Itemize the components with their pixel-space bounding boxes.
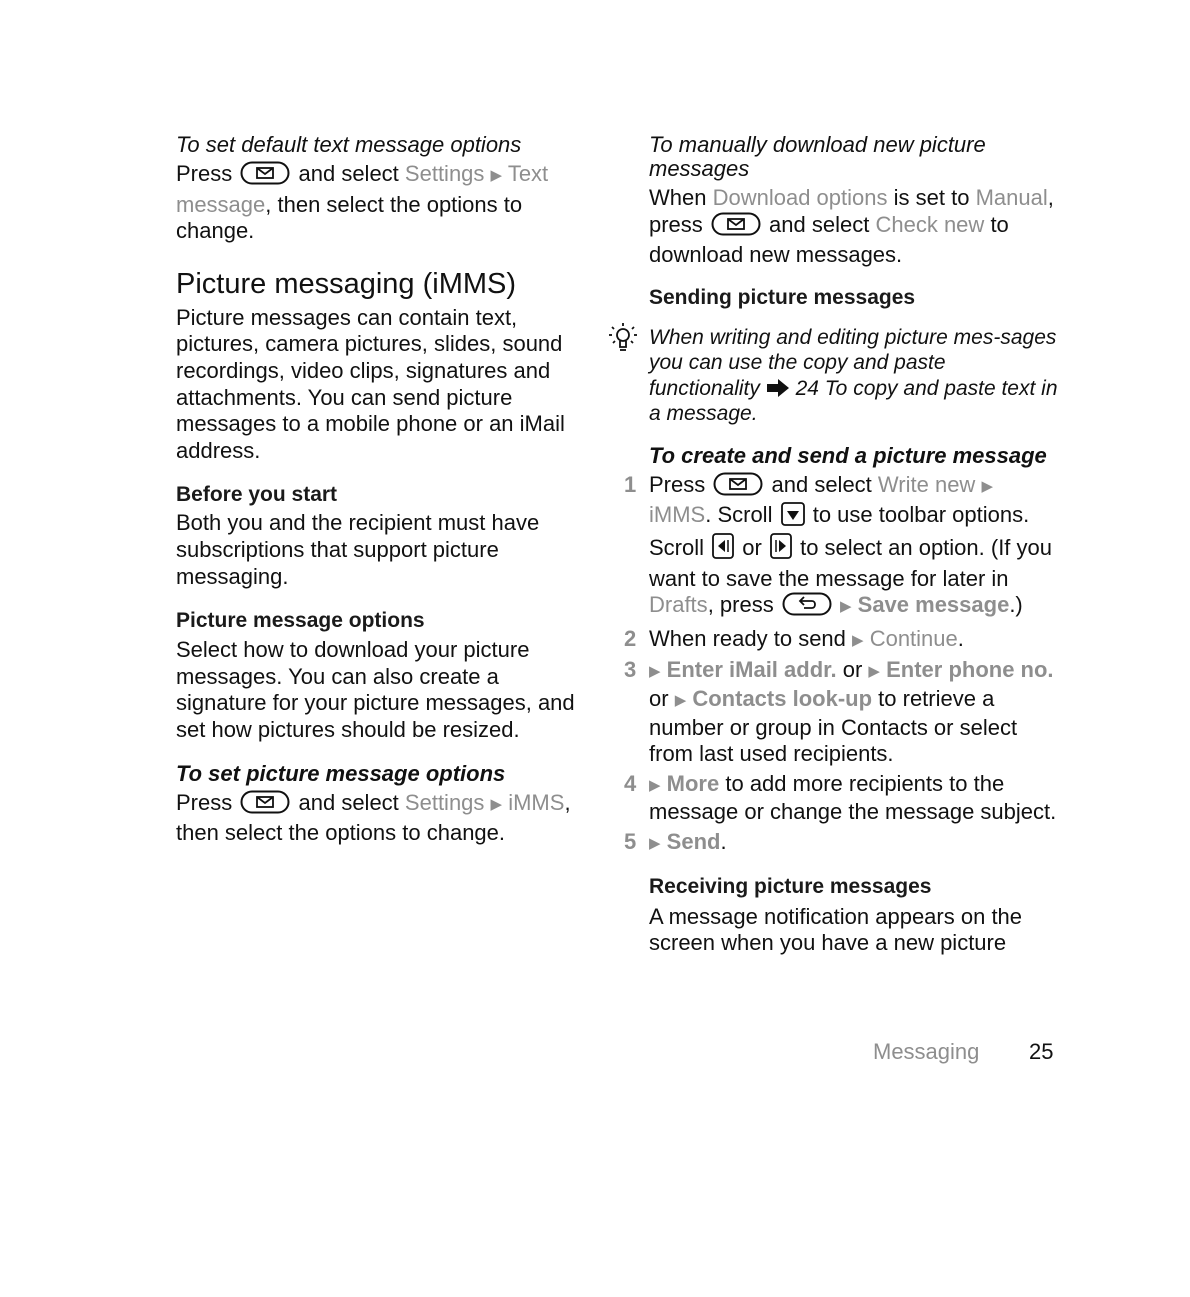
section-heading: Sending picture messages bbox=[649, 285, 916, 309]
arrow-icon: ▶ bbox=[649, 834, 661, 852]
list-item: 3 ▶ Enter iMail addr. or ▶ Enter phone no. or ▶ Contacts look-up to retrieve a number or group in Contacts or select from last used recipients. bbox=[624, 657, 1054, 767]
envelope-key-icon bbox=[713, 472, 763, 503]
nav-left-icon bbox=[712, 533, 734, 566]
nav-down-icon bbox=[781, 502, 805, 533]
footer-section: Messaging bbox=[873, 1039, 980, 1064]
arrow-icon: ▶ bbox=[868, 663, 880, 681]
arrow-icon: ▶ bbox=[852, 631, 864, 649]
arrow-icon: ▶ bbox=[674, 691, 687, 709]
page-number: 25 bbox=[1029, 1039, 1054, 1064]
section-heading: To manually download new picture messages bbox=[649, 132, 986, 181]
right-column bbox=[624, 132, 1059, 957]
section-heading: To set default text message options bbox=[176, 132, 522, 157]
reference-arrow-icon bbox=[766, 377, 790, 400]
paragraph: Select how to download your picture messages. You can also create a signature for your picture messages, and set how pictures should be resized. bbox=[176, 637, 575, 742]
arrow-icon: ▶ bbox=[649, 776, 661, 794]
arrow-icon: ▶ bbox=[490, 795, 503, 813]
envelope-key-icon bbox=[240, 790, 290, 821]
list-item: 2 When ready to send ▶ Continue. bbox=[624, 625, 964, 651]
paragraph: A message notification appears on the screen when you have a new picture bbox=[649, 903, 1023, 956]
page-footer bbox=[873, 1039, 1054, 1065]
arrow-icon: ▶ bbox=[839, 598, 852, 616]
steps-list bbox=[624, 471, 1059, 858]
arrow-icon: ▶ bbox=[490, 167, 503, 184]
arrow-icon: ▶ bbox=[981, 477, 993, 495]
list-item: 1 Press and select Write new ▶ iMMS. Scroll to use toolbar options. Scroll or to select an option. (If you want to save the message for later in Drafts, press ▶ Save message.) bbox=[649, 472, 1059, 623]
paragraph: Both you and the recipient must have subscriptions that support picture messaging. bbox=[176, 510, 540, 589]
left-column bbox=[176, 133, 586, 847]
tip-note: When writing and editing picture mes-sages you can use the copy and paste functionality 24 To copy and paste text in a message. bbox=[649, 325, 1059, 427]
list-item: 4 ▶ More to add more recipients to the message or change the message subject. bbox=[624, 770, 1057, 825]
page-title: Picture messaging (iMMS) bbox=[176, 267, 517, 300]
section-heading: To set picture message options bbox=[176, 760, 506, 786]
section-heading: Picture message options bbox=[176, 609, 425, 633]
default-text-options bbox=[176, 133, 586, 245]
envelope-key-icon bbox=[240, 161, 290, 192]
lightbulb-tip-icon bbox=[606, 321, 640, 362]
paragraph: Press and select Settings ▶ Text message, then select the options to change. bbox=[176, 161, 549, 244]
paragraph: When Download options is set to Manual, press and select Check new to download new messages. bbox=[649, 185, 1054, 268]
paragraph: Press and select Settings ▶ iMMS, then select the options to change. bbox=[176, 789, 571, 846]
back-key-icon bbox=[782, 592, 832, 623]
section-heading: Receiving picture messages bbox=[649, 874, 932, 898]
nav-right-icon bbox=[770, 533, 792, 566]
paragraph: Picture messages can contain text, pictures, camera pictures, slides, sound recordings, video clips, signatures and attachments. You can send picture messages to a mobile phone or an iMail address. bbox=[176, 304, 565, 463]
envelope-key-icon bbox=[711, 212, 761, 243]
arrow-icon: ▶ bbox=[649, 663, 661, 681]
section-heading: To create and send a picture message bbox=[649, 442, 1047, 468]
list-item: 5 ▶ Send. bbox=[624, 828, 727, 854]
section-heading: Before you start bbox=[176, 483, 338, 507]
